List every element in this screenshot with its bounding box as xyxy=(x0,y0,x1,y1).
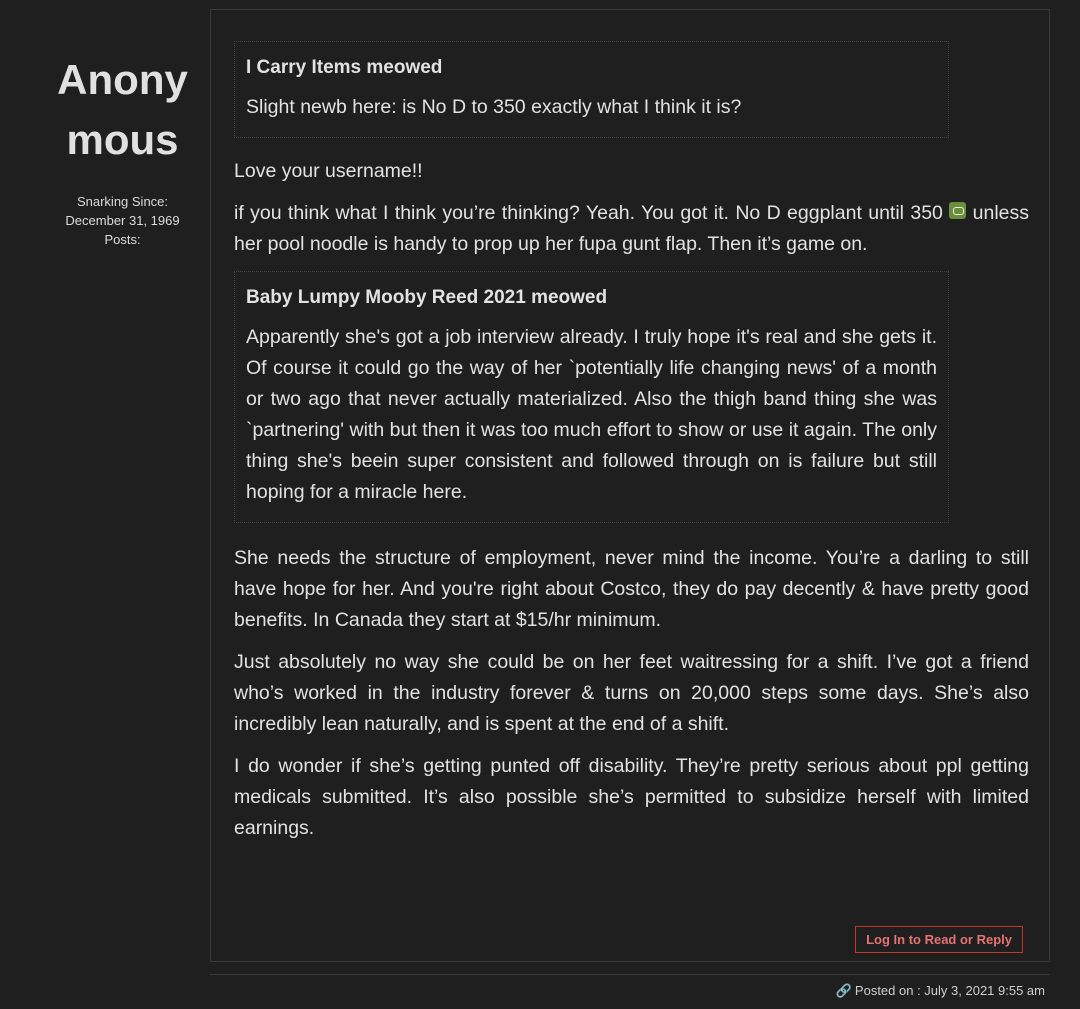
post-paragraph: Love your username!! xyxy=(234,160,423,182)
snarking-since-label: Snarking Since: xyxy=(76,194,169,209)
paragraph-text: unless her pool noodle is handy to prop up her fupa gunt flap. Then it’s game on. xyxy=(234,202,1029,255)
quote-text: Slight newb here: is No D to 350 exactly what I think it is? xyxy=(246,96,742,118)
quote-author: I Carry Items meowed xyxy=(246,57,443,78)
post-box xyxy=(210,9,1050,962)
author-name: Anonymous xyxy=(57,56,188,163)
quote-text: Apparently she's got a job interview already. I truly hope it's real and she gets it. Of course it could go the way of her `potentially life changing news' of a month or two ago that never actually materialized. Also the thigh band thing she was `partnering' with but then it was too much effort to show or use it again. The only thing she's beein super consistent and followed through on is failure but still hoping for a miracle here. xyxy=(246,326,937,503)
login-reply-button[interactable]: Log In to Read or Reply xyxy=(855,926,1023,953)
snarking-since-date: December 31, 1969 xyxy=(65,213,180,228)
post-paragraph: She needs the structure of employment, never mind the income. You’re a darling to still have hope for her. And you're right about Costco, they do pay decently & have pretty good benefits. In Canada they start at $15/hr minimum. xyxy=(234,547,1029,631)
emoji-icon xyxy=(949,202,966,219)
quote-author: Baby Lumpy Mooby Reed 2021 meowed xyxy=(246,287,608,308)
link-icon[interactable]: 🔗 xyxy=(835,983,852,998)
posted-on-text: Posted on : July 3, 2021 9:55 am xyxy=(854,983,1045,998)
footer-divider xyxy=(210,974,1050,975)
post-paragraph: I do wonder if she’s getting punted off disability. They’re pretty serious about ppl getting medicals submitted. It’s also possible she’s permitted to subsidize herself with limited earnings. xyxy=(234,755,1029,839)
author-meta xyxy=(40,192,205,249)
author-panel xyxy=(40,50,205,249)
quote-block xyxy=(234,41,949,138)
post-content xyxy=(234,41,1029,855)
posts-label: Posts: xyxy=(104,232,141,247)
posted-on xyxy=(836,983,1045,999)
paragraph-text: if you think what I think you’re thinking? Yeah. You got it. No D eggplant until 350 xyxy=(234,202,950,224)
quote-block xyxy=(234,271,949,523)
post-paragraph xyxy=(234,198,1029,260)
post-paragraph: Just absolutely no way she could be on her feet waitressing for a shift. I’ve got a friend who’s worked in the industry forever & turns on 20,000 steps some days. She’s also incredibly lean naturally, and is spent at the end of a shift. xyxy=(234,651,1029,735)
